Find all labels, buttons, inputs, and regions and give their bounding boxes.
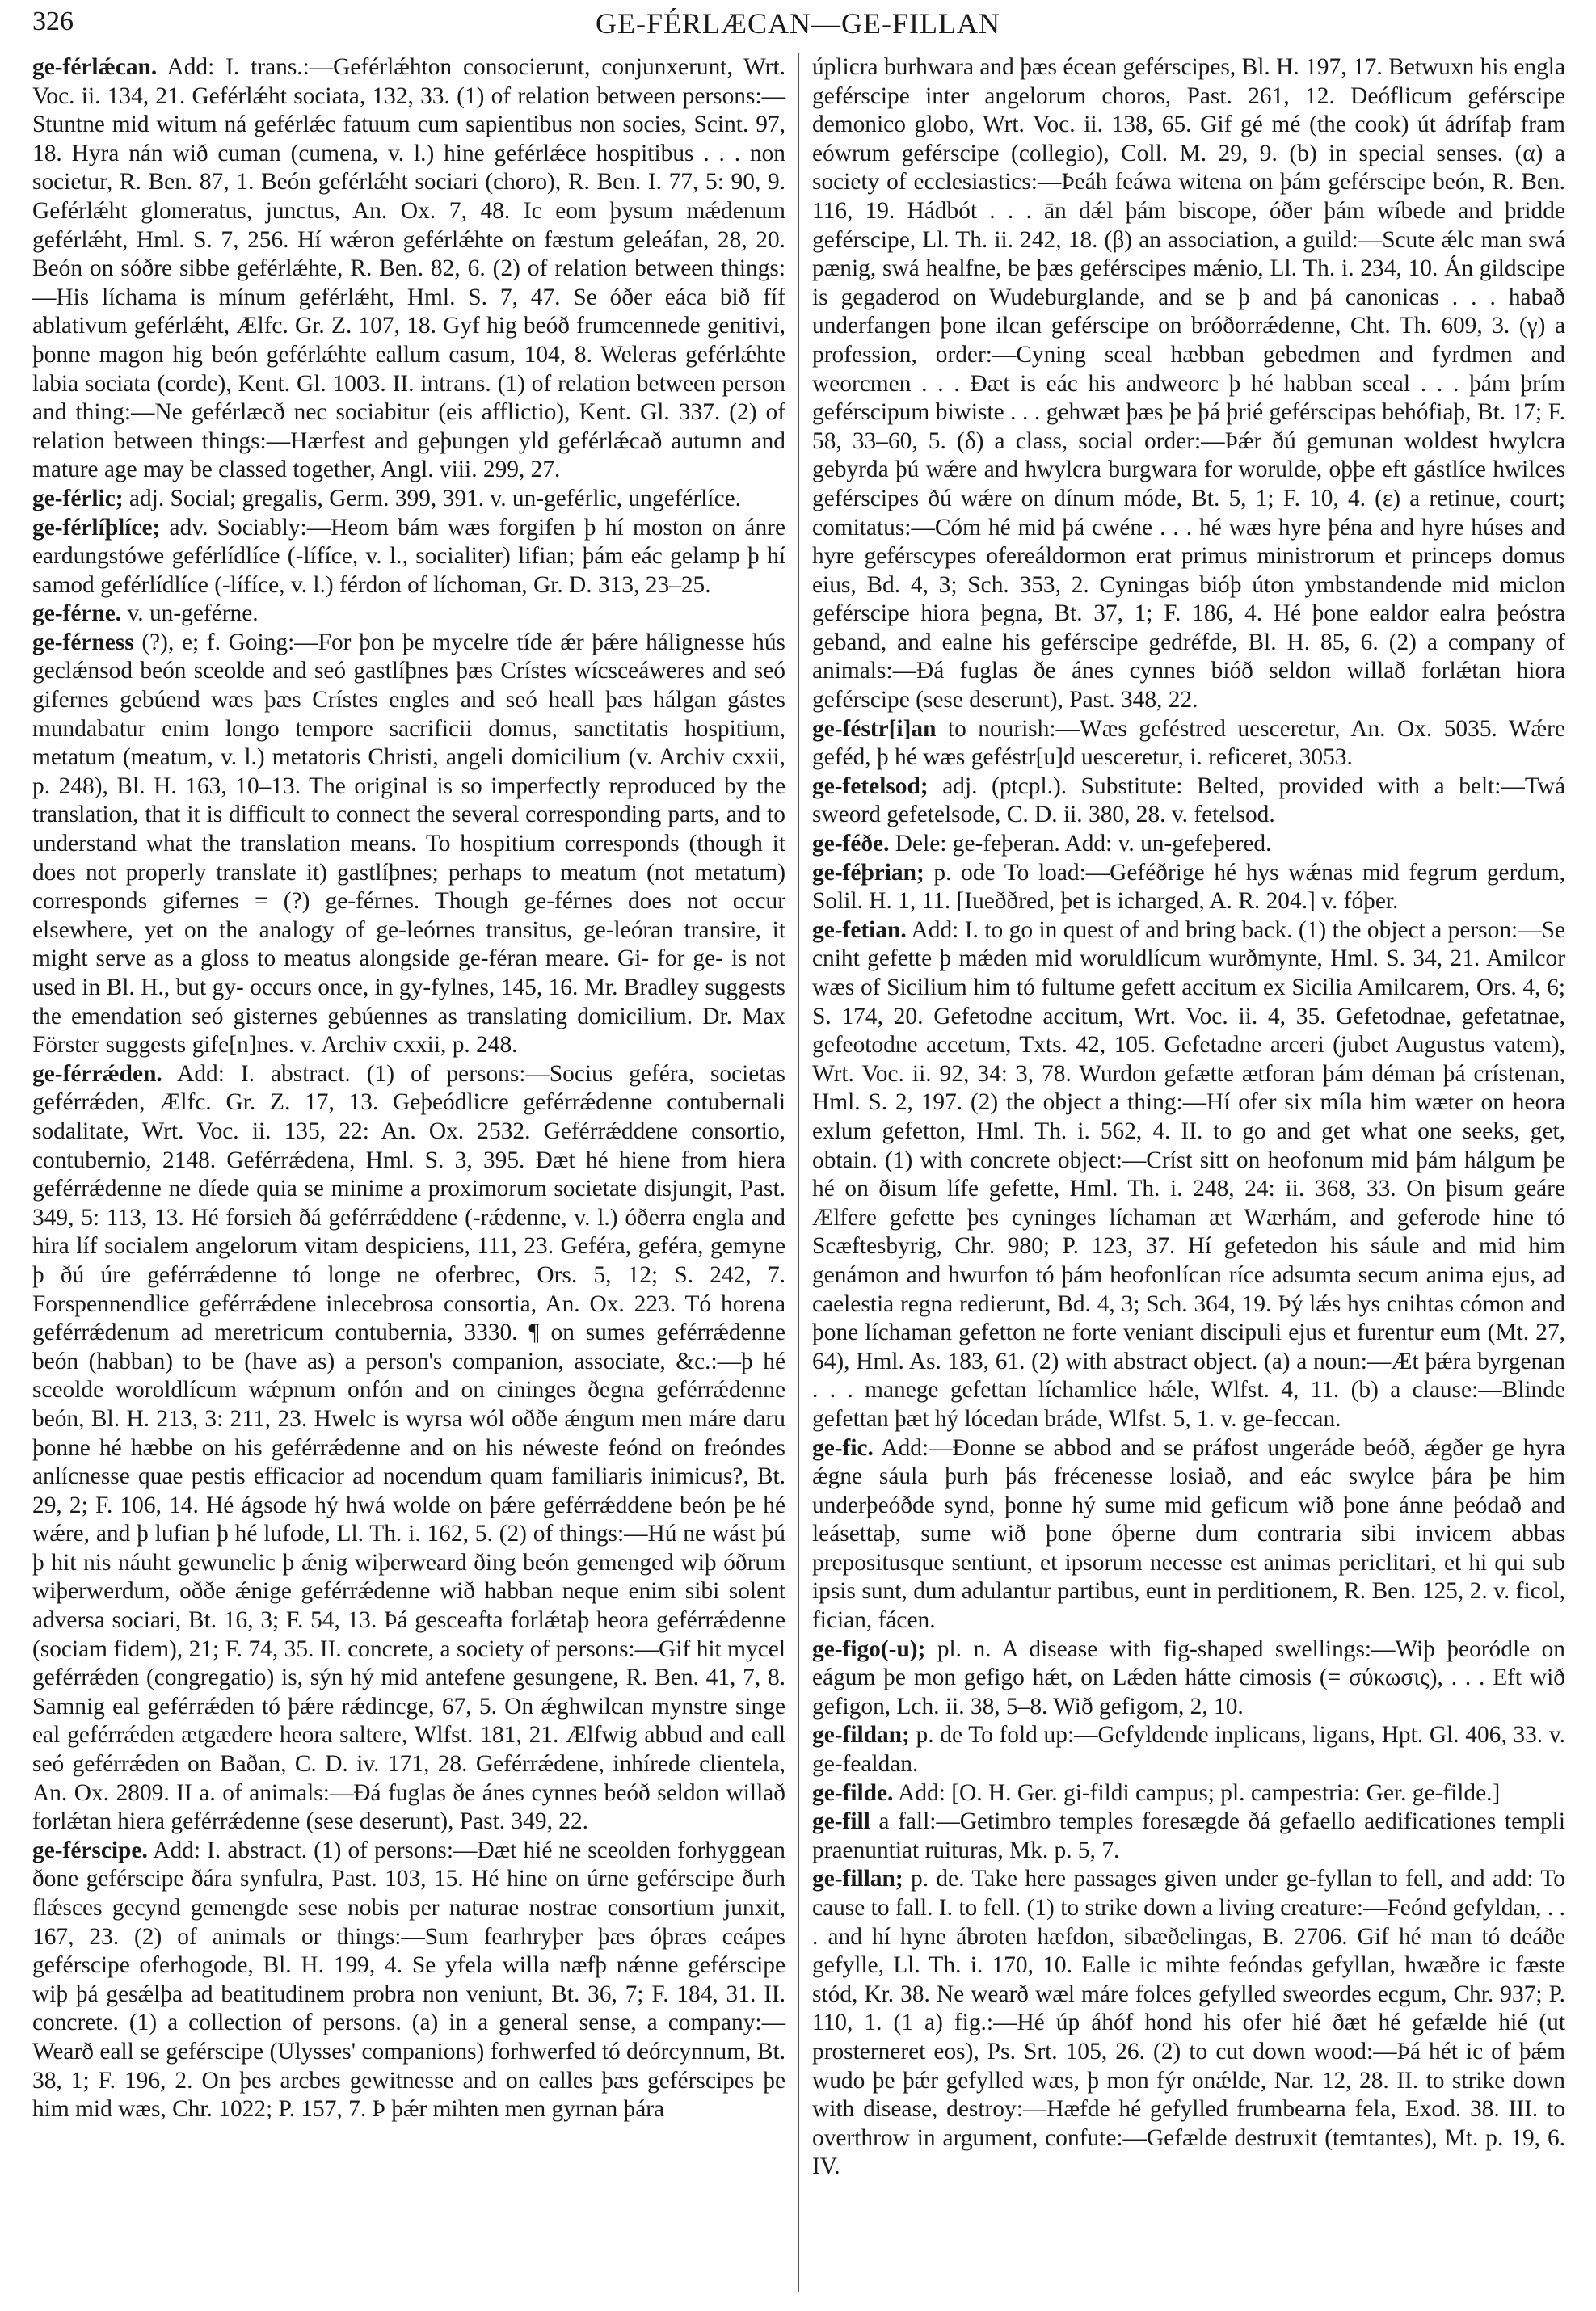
headword: ge-féþrian; [812,859,924,886]
headword: ge-féðe. [812,831,890,857]
entry-body: p. de To fold up:—Gefyldende inplicans, ligans, Hpt. Gl. 406, 33. v. ge-fealdan. [812,1722,1565,1778]
headword: ge-fildan; [812,1722,910,1749]
headword: ge-férlǽcan. [32,54,158,80]
dictionary-entry [812,1779,1565,1808]
dictionary-entry [812,830,1565,859]
dictionary-entry [32,53,785,485]
headword: ge-férscipe. [32,1837,148,1863]
dictionary-entry [812,1808,1565,1865]
column-divider [798,53,799,2292]
headword: ge-férrǽden. [32,1060,162,1087]
dictionary-entry [812,916,1565,1434]
dictionary-entry [32,1060,785,1837]
entry-body: Add:—Ðonne se abbod and se práfost ungeráde beóð, ǽgðer ge hyra ǽgne sáula þurh þás frécenesse losiað, and eác swylce þára þe him underþeóðde synd, þonne hý sume mid geficum wið þone ánne þeódað and leásettaþ, sume wið þone óþerne dum contraria sibi invicem abbas prepositusque sentiunt, et ipsorum necesse est animas periclitari, et hi qui sub ipsis sunt, dum adulantur partibus, eunt in perditionem, R. Ben. 125, 2. v. ficol, fician, fácen. [812,1434,1565,1634]
dictionary-entry [812,772,1565,830]
entry-body: adv. Sociably:—Heom bám wæs forgifen þ hí moston on ánre eardungstówe geférlídlíce (-lífíce, v. l., socialiter) lifian; þám eác gelamp þ hí samod geférlídlíce (-lífíce, v. l.) férdon of líchoman, Gr. D. 313, 23–25. [32,514,785,598]
headword: ge-fetelsod; [812,772,929,799]
entry-body: to nourish:—Wæs geféstred uesceretur, An. Ox. 5035. Wǽre geféd, þ hé wæs geféstr[u]d uesceretur, i. reficeret, 3053. [812,715,1565,771]
dictionary-entry [812,53,1565,715]
page-number: 326 [32,6,74,36]
headword: ge-fillan; [812,1866,903,1892]
dictionary-entry [812,1865,1565,2182]
entry-body: Add: I. trans.:—Geférlǽhton consocierunt, conjunxerunt, Wrt. Voc. ii. 134, 21. Geférlǽht sociata, 132, 33. (1) of relation between persons:—Stuntne mid witum ná geférlǽc fatuum cum sapientibus non socies, Scint. 97, 18. Hyra nán wið cuman (cumena, v. l.) hine geférlǽce hospitibus . . . non societur, R. Ben. 87, 1. Beón geférlǽht sociari (choro), R. Ben. I. 77, 5: 90, 9. Geférlǽht glomeratus, junctus, An. Ox. 7, 48. Ic eom þysum mǽdenum geférlǽht, Hml. S. 7, 256. Hí wǽron geférlǽhte on fæstum geleáfan, 28, 20. Beón on sóðre sibbe geférlǽhte, R. Ben. 82, 6. (2) of relation between things:—His líchama is mínum geférlǽht, Hml. S. 7, 47. Se óðer eáca bið fíf ablativum geférlǽht, Ælfc. Gr. Z. 107, 18. Gyf hig beóð frumcennede genitivi, þonne magon hig beón geférlǽhte eallum casum, 104, 8. Weleras geférlǽhte labia sociata (corde), Kent. Gl. 1003. II. intrans. (1) of relation between person and thing:—Ne geférlæcð nec sociabitur (eis afflictio), Kent. Gl. 337. (2) of relation between things:—Hærfest and geþungen yld geférlǽcað autumn and mature age may be classed together, Angl. viii. 299, 27. [32,54,785,483]
entry-body: Add: I. abstract. (1) of persons:—Socius geféra, societas geférrǽden, Ælfc. Gr. Z. 17, 13. Geþeódlicre geférrǽdenne contubernali sodalitate, Wrt. Voc. ii. 135, 22: An. Ox. 2532. Geférrǽddene consortio, contubernio, 2148. Geférrǽdena, Hml. S. 3, 395. Ðæt hé hiene from hiera geférrǽdenne ne díede quia se minime a proximorum societate disjungit, Past. 349, 5: 113, 13. Hé forsieh ðá geférrǽddene (-rǽdenne, v. l.) óðerra engla and hira líf socialem angelorum vitam despiciens, 111, 23. Geféra, geféra, gemyne þ ðú úre geférrǽdenne tó longe ne oferbrec, Ors. 5, 12; S. 242, 7. Forspennendlice geférrǽdene inlecebrosa consortia, An. Ox. 223. Tó horena geférrǽdenum ad meretricum contubernia, 3330. ¶ on sumes geférrǽdenne beón (habban) to be (have as) a person's companion, associate, &c.:—þ hé sceolde woroldlícum wǽpnum onfón and on cininges ðegna geférrǽdenne beón, Bl. H. 213, 3: 211, 23. Hwelc is wyrsa wól oððe ǽngum men máre daru þonne hé hæbbe on his geférrǽdenne and on his néweste feónd on freóndes anlícnesse quae pestis efficacior ad nocendum quam familiaris inimicus?, Bt. 29, 2; F. 106, 14. Hé ágsode hý hwá wolde on þǽre geférrǽddene beón þe hé wǽre, and þ lufian þ hé lufode, Ll. Th. i. 162, 5. (2) of things:—Hú ne wást þú þ hit nis náuht gewunelic þ ǽnig wiþerweard ðing beón gemenged wiþ óðrum wiþerwerdum, oððe ǽnige geférrǽdenne wið habban neque enim sibi solent adversa sociari, Bt. 16, 3; F. 54, 13. Þá gesceafta forlǽtaþ heora geférrǽdenne (sociam fidem), 21; F. 74, 35. II. concrete, a society of persons:—Gif hit mycel geférrǽden (congregatio) is, sýn hý mid antefene gesungene, R. Ben. 41, 7, 8. Samnig eal geférrǽden tó þǽre rǽdincge, 67, 5. On ǽghwilcan mynstre singe eal geférrǽden ætgædere heora saltere, Wlfst. 181, 21. Ælfwig abbud and eall seó geférrǽden on Baðan, C. D. iv. 171, 28. Geférrǽdene, inhírede clientela, An. Ox. 2809. II a. of animals:—Ðá fuglas ðe ánes cynnes beóð seldon willað forlǽtan hiera geférrǽdenne (sese deserunt), Past. 349, 22. [32,1060,785,1835]
entry-body: (?), e; f. Going:—For þon þe mycelre tíde ǽr þǽre hálignesse hús geclǽnsod beón sceolde and seó gastlíþnes þæs Crístes wícsceáweres and seó gifernes gebúend wæs þæs Crístes engles and seó heall þæs hálgan gástes mundabatur enim longo tempore sacrificii domus, sanctitatis hospitium, metatum (meatum, v. l.) metatoris Christi, angeli domicilium (v. Archiv cxxii, p. 248), Bl. H. 163, 10–13. The original is so imperfectly reproduced by the translation, that it is difficult to connect the several corresponding parts, and to understand what the translation means. To hospitium corresponds (though it does not properly translate it) gastlíþnes; perhaps to meatum (not metatum) corresponds gifernes = (?) ge-férnes. Though ge-férnes does not occur elsewhere, yet on the analogy of ge-leórnes transitus, ge-leóran transire, it might serve as a gloss to meatus alongside ge-féran meare. Gi- for ge- is not used in Bl. H., but gy- occurs once, in gy-fylnes, 145, 16. Mr. Bradley suggests the emendation seó gisternes gebúennes as translating domicilium. Dr. Max Förster suggests gife[n]nes. v. Archiv cxxii, p. 248. [32,629,785,1059]
entry-body: p. de. Take here passages given under ge-fyllan to fell, and add: To cause to fall. I. to fell. (1) to strike down a living creature:—Feónd gefyldan, . . . and hí hyne ábroten hæfdon, sibæðelingas, B. 2706. Gif hé man tó deáðe gefylle, Ll. Th. i. 170, 10. Ealle ic mihte feóndas gefyllan, hwæðre ic fæste stód, Kr. 38. Ne wearð wæl máre folces gefylled sweordes ecgum, Chr. 937; P. 110, 1. (1 a) fig.:—Hé úp áhóf hond his ofer hié ðæt hé gefælde hié (ut prosterneret eos), Ps. Srt. 105, 26. (2) to cut down wood:—Þá hét ic of þǽm wudo þe þǽr gefylled wæs, þ mon fýr onǽlde, Nar. 12, 28. II. to strike down with disease, destroy:—Hæfde hé gefylled frumbearna fela, Exod. 38. III. to overthrow in argument, confute:—Gefælde destruxit (temtantes), Mt. p. 19, 6. IV. [812,1866,1565,2180]
dictionary-entry [812,1434,1565,1635]
entry-body: adj. (ptcpl.). Substitute: Belted, provided with a belt:—Twá sweord gefetelsode, C. D. ii. 380, 28. v. fetelsod. [812,772,1565,828]
dictionary-entry [32,1837,785,2124]
headword: ge-férne. [32,600,122,627]
headword: ge-férness [32,629,134,655]
page-header [32,6,1564,47]
running-title: GE-FÉRLÆCAN—GE-FILLAN [596,7,1000,40]
headword: ge-fic. [812,1434,874,1461]
entry-body: Add: I. abstract. (1) of persons:—Ðæt hié ne sceolden forhyggean ðone geférscipe ðára synfulra, Past. 103, 15. Hé hine on úrne geférscipe ðurh flǽsces gecynd gemengde sese nobis per naturae nostrae consortium junxit, 167, 23. (2) of animals or things:—Sum fearhryþer þæs óþræs ceápes geférscipe oferhogode, Bl. H. 199, 4. Se yfela willa næfþ nǽnne geférscipe wiþ þá gesǽlþa ad beatitudinem probra non veniunt, Bt. 36, 7; F. 184, 31. II. concrete. (1) a collection of persons. (a) in a general sense, a company:—Wearð eall se geférscipe (Ulysses' companions) forhwerfed tó deórcynnum, Bt. 38, 1; F. 196, 2. On þes arcbes gewitnesse and on ealles þæs geférscipes þe him mid wæs, Chr. 1022; P. 157, 7. Þ þǽr mihten men gyrnan þára [32,1837,785,2123]
entry-body: Add: [O. H. Ger. gi-fildi campus; pl. campestria: Ger. ge-filde.] [893,1779,1501,1806]
entry-body: úplicra burhwara and þæs écean geférscipes, Bl. H. 197, 17. Betwuxn his engla geférscipe inter angelorum choros, Past. 261, 12. Deóflicum geférscipe demonico globo, Wrt. Voc. ii. 138, 65. Gif gé mé (the cook) út ádrífaþ fram eówrum geférscipe (collegio), Coll. M. 29, 9. (b) in special senses. (α) a society of ecclesiastics:—Þeáh feáwa witena on þám geférscipe beón, R. Ben. 116, 19. Hádbót . . . ān dǽl þám biscope, óðer þám wíbede and þridde geférscipe, Ll. Th. ii. 242, 18. (β) an association, a guild:—Scute ǽlc man swá pænig, swá healfne, be þæs geférscipes mǽnio, Ll. Th. i. 234, 10. Án gildscipe is gegaderod on Wudeburglande, and se þ and þá canonicas . . . habað underfangen þone ilcan geférscipe on bróðorrǽdenne, Cht. Th. 609, 3. (γ) a profession, order:—Cyning sceal hæbban gebedmen and fyrdmen and weorcmen . . . Ðæt is eác his andweorc þ hé habban sceal . . . þám þrím geférscipum biwiste . . . gehwæt þæs þe þá þrié geférscipas behófiaþ, Bt. 17; F. 58, 33–60, 5. (δ) a class, social order:—Þǽr ðú gemunan woldest hwylcra gebyrda þú wǽre and hwylcra burgwara for worulde, oþþe eft gástlíce hwilces geférscipes ðú wǽre on dínum móde, Bt. 5, 1; F. 10, 4. (ε) a retinue, court; comitatus:—Cóm hé mid þá cwéne . . . hé wæs hyre þéna and hyre húses and hyre geférscypes ofereáldormon erat primus ministrorum et princeps domus eius, Bd. 4, 3; Sch. 353, 2. Cyningas bióþ úton ymbstandende mid miclon geférscipe hiora þegna, Bt. 37, 1; F. 186, 4. Hé þone ealdor ealra þeóstra geband, and ealne his geférscipe gedréfde, Bl. H. 85, 6. (2) a company of animals:—Ðá fuglas ðe ánes cynnes bióð seldon willað forlǽtan hiora geférscipe (sese deserunt), Past. 348, 22. [812,54,1565,714]
dictionary-entry [32,629,785,1060]
dictionary-entry [32,600,785,629]
entry-body: pl. n. A disease with fig-shaped swellings:—Wiþ þeoródle on eágum þe mon gefigo hǽt, on Lǽden hátte cimosis (= σύκωσις), . . . Eft wið gefigon, Lch. ii. 38, 5–8. Wið gefigom, 2, 10. [812,1635,1565,1720]
dictionary-entry [812,1635,1565,1722]
entry-body: a fall:—Getimbro temples foresægde ðá gefaello aedificationes templi praenuntiat ruituras, Mk. p. 5, 7. [812,1808,1565,1863]
entry-body: p. ode To load:—Geféðrige hé hys wǽnas mid fegrum gerdum, Solil. H. 1, 11. [Iueððred, þet is icharged, A. R. 204.] v. fóþer. [812,859,1565,915]
dictionary-entry [812,859,1565,916]
headword: ge-filde. [812,1779,894,1806]
headword: ge-fill [812,1808,870,1835]
entry-body: v. un-geférne. [121,600,259,627]
entry-body: adj. Social; gregalis, Germ. 399, 391. v. un-geférlic, ungeférlíce. [123,485,742,511]
headword: ge-féstr[i]an [812,715,937,742]
dictionary-entry [32,514,785,600]
entry-body: Dele: ge-feþeran. Add: v. un-gefeþered. [889,831,1272,857]
right-column [812,53,1565,2182]
dictionary-entry [812,715,1565,772]
headword: ge-férlic; [32,485,124,511]
entry-body: Add: I. to go in quest of and bring back. (1) the object a person:—Se cniht gefette þ mǽden mid woruldlícum wurðmynte, Hml. S. 34, 21. Amilcor wæs of Sicilium him tó fultume gefett accitum ex Sicilia Amilcarem, Ors. 4, 6; S. 174, 20. Gefetodne accitum, Wrt. Voc. ii. 4, 35. Gefetodnae, gefetatnae, gefeotodne accetum, Txts. 42, 105. Gefetadne arceri (jubet Augustus vatem), Wrt. Voc. ii. 92, 34: 3, 78. Wurdon gefætte ætforan þám déman þá crístenan, Hml. S. 2, 197. (2) the object a thing:—Hí ofer six míla him wæter on heora exlum gefetton, Hml. Th. i. 562, 4. II. to go and get what one seeks, get, obtain. (1) with concrete object:—Críst sitt on heofonum mid þám hálgum þe hé on ðisum lífe gefette, Hml. Th. i. 248, 24: ii. 368, 33. On þisum geáre Ælfere gefette þes cyninges líchaman æt Wærhám, and geferode hine tó Scæftesbyrig, Chr. 980; P. 123, 37. Hí gefetedon his sáule and mid him genámon and hwurfon tó þám heofonlícan ríce adsumta secum anima ejus, ad caelestia regna redierunt, Bd. 4, 3; Sch. 364, 19. Þý lǽs hys cnihtas cómon and þone líchaman gefetton ne forte veniant discipuli ejus et furentur eum (Mt. 27, 64), Hml. As. 183, 61. (2) with abstract object. (a) a noun:—Æt þǽra byrgenan . . . manege gefettan líchamlice hǽle, Wlfst. 4, 11. (b) a clause:—Blinde gefettan þæt hý lócedan bráde, Wlfst. 5, 1. v. ge-feccan. [812,916,1565,1432]
headword: ge-figo(-u); [812,1635,926,1662]
dictionary-entry [32,485,785,514]
left-column [32,53,785,2124]
headword: ge-férlíþlíce; [32,514,161,541]
dictionary-entry [812,1721,1565,1779]
headword: ge-fetian. [812,916,907,943]
